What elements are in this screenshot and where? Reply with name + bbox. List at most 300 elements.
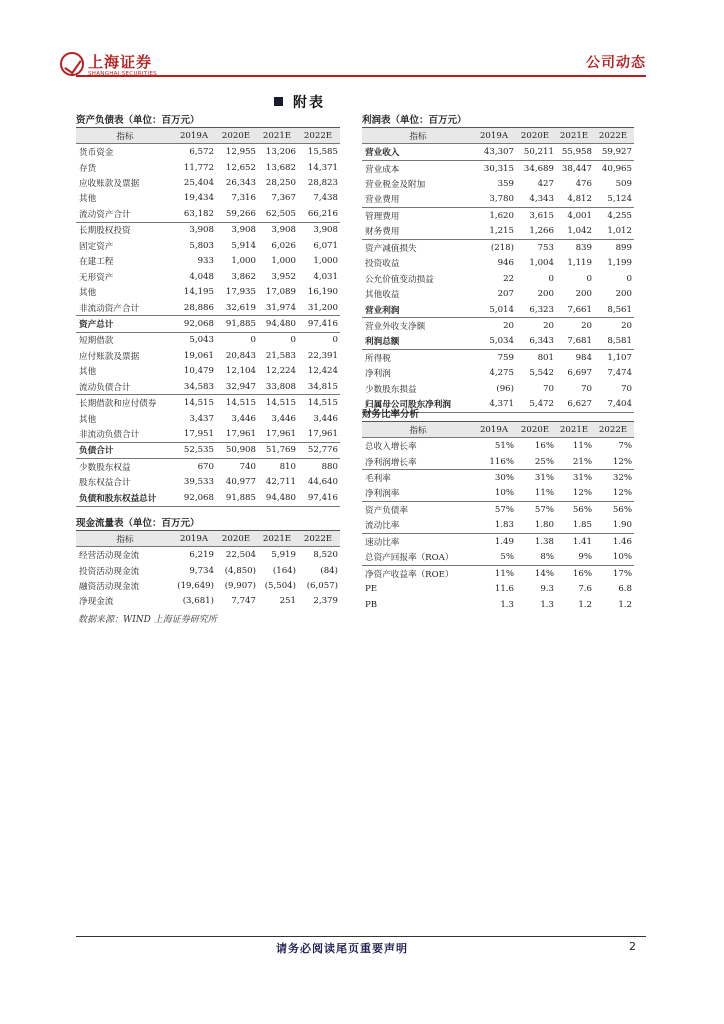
cell-value: 11% [516,486,556,502]
row-label: 投资收益 [365,259,400,270]
cell-value: 1.85 [556,518,594,534]
cell-value: 251 [279,596,296,607]
cell-value: 20,843 [225,350,256,361]
table-row [362,381,634,396]
cell-value: 32,619 [216,300,258,316]
row-label: 投资活动现金流 [79,566,140,577]
row-label: 融资活动现金流 [79,582,140,593]
data-source-note: 数据来源：WIND 上海证券研究所 [78,615,217,625]
logo-mark-icon [60,52,84,76]
cell-value: 20 [543,320,554,331]
cell-value: 509 [615,179,632,190]
table-row [362,176,634,191]
table-row [76,475,340,490]
cell-value: 59,266 [216,206,258,222]
cell-value: 2,379 [313,596,338,607]
table-row [362,144,634,160]
cell-value: 9% [556,550,594,566]
cell-value: 4,031 [313,271,338,282]
cell-value: 1.83 [474,518,516,534]
cell-value: 8,581 [594,334,634,350]
cell-value: (84) [320,565,338,576]
row-label: 其他 [79,367,97,378]
cell-value: 1.80 [516,518,556,534]
table-row [76,364,340,379]
table-row [362,350,634,366]
cell-value: 7,661 [556,302,594,318]
row-label: 资产减值损失 [365,243,417,254]
cell-value: 7,316 [231,193,256,204]
table-row [362,502,634,518]
cell-value: 66,216 [298,206,340,222]
cell-value: 28,823 [307,178,338,189]
table-row [362,597,634,612]
row-label: 非流动资产合计 [76,300,174,316]
cell-value: 4,001 [567,210,592,221]
table-row [76,238,340,253]
row-label: 营业费用 [362,192,474,208]
cell-value: 1,266 [516,224,556,240]
row-label: 经营活动现金流 [79,551,140,562]
cell-value: 3,437 [189,413,214,424]
table-header-row [362,128,634,144]
cell-value: 11% [572,441,592,452]
square-bullet-icon [274,97,283,106]
section-title-text: 附表 [293,95,325,111]
row-label: 归属母公司股东净利润 [362,396,474,412]
cell-value: 50,211 [516,144,556,160]
cell-value: 52,776 [298,442,340,458]
cell-value: 0 [548,273,554,284]
table-row [76,411,340,426]
cell-value: 31,200 [298,300,340,316]
cell-value: 14% [534,568,554,579]
table-row [362,486,634,502]
cell-value: 12,104 [225,366,256,377]
row-label: 非流动负债合计 [76,426,174,442]
column-header-year: 2021E [556,128,594,144]
cell-value: 39,533 [183,477,214,488]
cell-value: 16% [572,568,592,579]
cell-value: 6,627 [556,396,594,412]
income-statement-table [362,114,634,413]
cell-value: 3,615 [529,210,554,221]
cell-value: 97,416 [298,490,340,506]
table-row [76,459,340,475]
cell-value: 0 [586,273,592,284]
cell-value: 899 [615,242,632,253]
table-row [76,395,340,411]
table-row [362,518,634,534]
cell-value: 1,215 [474,224,516,240]
cell-value: 3,952 [271,271,296,282]
cell-value: 6,071 [313,240,338,251]
table-row [76,300,340,316]
cell-value: 33,808 [258,379,298,395]
cell-value: 14,515 [225,398,256,409]
cell-value: 14,515 [183,398,214,409]
cell-value: 22 [503,273,514,284]
row-label: 流动比率 [362,518,474,534]
table-row [76,144,340,160]
column-header-year: 2019A [174,128,216,144]
cell-value: 92,068 [174,490,216,506]
cell-value: 1,004 [529,258,554,269]
row-label: 总收入增长率 [365,442,417,453]
cell-value: (218) [490,242,514,253]
cell-value: 4,371 [474,396,516,412]
table-row [76,442,340,458]
column-header-year: 2020E [216,128,258,144]
cell-value: 7,474 [607,368,632,379]
cell-value: 16,190 [307,287,338,298]
cell-value: 5,542 [529,368,554,379]
cell-value: 0 [250,335,256,346]
cell-value: 427 [537,179,554,190]
cell-value: 22,504 [225,550,256,561]
row-label: 固定资产 [79,241,114,252]
table-row [76,160,340,175]
cell-value: 31% [534,473,554,484]
row-label: 应收账款及票据 [79,179,140,190]
cell-value: 0 [332,335,338,346]
row-label: 货币资金 [79,148,114,159]
cell-value: 91,885 [216,316,258,332]
row-label: 速动比率 [365,537,400,548]
cell-value: 880 [321,461,338,472]
table-row [362,256,634,271]
cell-value: (164) [272,565,296,576]
column-header-year: 2021E [258,128,298,144]
cell-value: 839 [575,242,592,253]
cell-value: 17,961 [258,426,298,442]
cell-value: 207 [497,289,514,300]
row-label: 应付账款及票据 [79,351,140,362]
cell-value: 62,505 [258,206,298,222]
cell-value: 3,446 [231,413,256,424]
cell-value: 70 [543,383,554,394]
cell-value: 6.8 [618,584,632,595]
column-header-year: 2022E [594,422,634,438]
balance-sheet-title: 资产负债表（单位：百万元） [76,114,340,128]
cell-value: 3,908 [271,225,296,236]
cell-value: 759 [497,352,514,363]
row-label: 无形资产 [79,272,114,283]
cell-value: 670 [197,461,214,472]
column-header-year: 2020E [516,128,556,144]
table-row [362,470,634,486]
cell-value: 5,034 [474,334,516,350]
cell-value: 17,961 [216,426,258,442]
cell-value: 12,224 [265,366,296,377]
cell-value: 12% [556,486,594,502]
cell-value: 3,446 [271,413,296,424]
cell-value: 44,640 [307,477,338,488]
cell-value: 15,585 [307,147,338,158]
financial-ratios-grid [362,422,634,612]
table-row [362,271,634,286]
cell-value: 6,343 [516,334,556,350]
cell-value: 50,908 [216,442,258,458]
cell-value: 984 [575,352,592,363]
cell-value: 5,803 [189,240,214,251]
cell-value: 1.41 [572,536,592,547]
cell-value: 20 [581,320,592,331]
table-row [76,594,340,609]
cell-value: 5,919 [271,550,296,561]
cell-value: 1.2 [578,599,592,610]
cell-value: 40,965 [601,163,632,174]
cash-flow-table [76,517,340,609]
cell-value: 70 [581,383,592,394]
column-header-year: 2021E [258,531,298,547]
row-label: 总资产回报率（ROA） [362,550,474,566]
cell-value: 92,068 [174,316,216,332]
cell-value: 7.6 [578,584,592,595]
cell-value: 6,572 [189,147,214,158]
cell-value: 94,480 [258,490,298,506]
table-row [362,160,634,176]
cell-value: 56% [572,504,592,515]
cell-value: 7,438 [313,193,338,204]
table-row [76,316,340,332]
column-header-year: 2021E [556,422,594,438]
cell-value: 1,199 [607,258,632,269]
cell-value: 32,947 [216,379,258,395]
cell-value: 57% [494,504,514,515]
row-label: 利润总额 [362,334,474,350]
cell-value: (96) [496,383,514,394]
cell-value: 1.46 [612,536,632,547]
table-row [362,534,634,550]
cell-value: 21,583 [265,350,296,361]
cell-value: 1,119 [567,258,592,269]
row-label: 管理费用 [365,211,400,222]
cell-value: 14,371 [307,162,338,173]
table-row [362,302,634,318]
row-label: 净利润 [365,369,391,380]
table-row [76,547,340,563]
cell-value: 12% [594,486,634,502]
cell-value: 10,479 [183,366,214,377]
cell-value: 200 [537,289,554,300]
row-label: 流动资产合计 [76,206,174,222]
cell-value: 7,367 [271,193,296,204]
cell-value: 59,927 [594,144,634,160]
row-label: 营业利润 [362,302,474,318]
row-label: 存货 [79,163,97,174]
cell-value: 10% [474,486,516,502]
table-header-row [76,128,340,144]
cell-value: 12,652 [225,162,256,173]
table-row [76,563,340,578]
cell-value: 1.90 [594,518,634,534]
cell-value: 933 [197,256,214,267]
row-label: 营业税金及附加 [365,180,426,191]
cash-flow-grid [76,531,340,609]
column-header-label: 指标 [76,531,174,547]
cell-value: 7% [618,441,632,452]
column-header-year: 2022E [594,128,634,144]
document-type: 公司动态 [586,55,646,71]
cell-value: 13,682 [265,162,296,173]
page-number: 2 [629,940,636,953]
column-header-year: 2022E [298,531,340,547]
cell-value: 1.2 [618,599,632,610]
cell-value: 6,323 [516,302,556,318]
table-header-row [76,531,340,547]
cell-value: 57% [534,504,554,515]
table-row [76,332,340,348]
table-row [362,454,634,470]
cell-value: 5,914 [231,240,256,251]
table-row [362,286,634,301]
cell-value: 25,404 [183,178,214,189]
cell-value: (6,057) [306,581,338,592]
cell-value: (9,907) [224,581,256,592]
cell-value: 3,780 [474,192,516,208]
row-label: 其他 [79,194,97,205]
table-row [76,191,340,206]
balance-sheet-table [76,114,340,507]
cell-value: 1,000 [231,256,256,267]
cell-value: 17,089 [265,287,296,298]
column-header-label: 指标 [362,128,474,144]
cell-value: 12,955 [225,147,256,158]
cell-value: 7,404 [594,396,634,412]
row-label: PE [365,584,378,595]
cell-value: 946 [497,258,514,269]
cell-value: 52,535 [174,442,216,458]
row-label: 在建工程 [79,257,114,268]
disclaimer-note: 请务必阅读尾页重要声明 [276,942,408,955]
table-row [76,379,340,395]
table-row [76,426,340,442]
cell-value: 9,734 [189,565,214,576]
cell-value: 11% [494,568,514,579]
cell-value: 0 [290,335,296,346]
cell-value: 17,935 [225,287,256,298]
cell-value: 8% [516,550,556,566]
cell-value: 17,961 [298,426,340,442]
table-row [76,222,340,238]
row-label: 少数股东损益 [365,384,417,395]
row-label: 净资产收益率（ROE） [365,569,454,580]
row-label: 净利润增长率 [362,454,474,470]
cell-value: 51,769 [258,442,298,458]
cell-value: 31,974 [258,300,298,316]
table-row [76,269,340,284]
cell-value: 34,815 [298,379,340,395]
row-label: PB [365,599,378,610]
logo-name: 上海证券 [88,53,153,71]
cell-value: 25% [516,454,556,470]
cell-value: 5,014 [474,302,516,318]
cell-value: 5% [474,550,516,566]
table-row [362,565,634,581]
column-header-year: 2019A [174,531,216,547]
cell-value: 30% [494,473,514,484]
cell-value: 7,747 [231,596,256,607]
row-label: 流动负债合计 [76,379,174,395]
cell-value: 3,862 [231,271,256,282]
cell-value: 4,048 [189,271,214,282]
cell-value: 4,255 [607,210,632,221]
cell-value: 40,977 [225,477,256,488]
cell-value: 16% [534,441,554,452]
row-label: 长期股权投资 [79,226,131,237]
row-label: 其他 [79,288,97,299]
cell-value: 1,000 [313,256,338,267]
row-label: 营业外收支净额 [365,321,426,332]
row-label: 长期借款和应付债券 [79,399,157,410]
cell-value: 4,812 [556,192,594,208]
cell-value: 34,583 [174,379,216,395]
row-label: 资产总计 [76,316,174,332]
cell-value: 19,061 [183,350,214,361]
column-header-label: 指标 [362,422,474,438]
table-row [76,578,340,593]
cell-value: 91,885 [216,490,258,506]
table-row [362,192,634,208]
table-row [362,224,634,240]
income-statement-grid [362,128,634,413]
cell-value: 1,000 [271,256,296,267]
cell-value: 26,343 [225,178,256,189]
cell-value: 810 [279,461,296,472]
cell-value: 3,908 [231,225,256,236]
row-label: 净利润率 [362,486,474,502]
cell-value: 28,886 [174,300,216,316]
cell-value: 1,107 [607,352,632,363]
table-row [362,366,634,381]
table-header-row [362,422,634,438]
row-label: 其他收益 [365,290,400,301]
table-row [362,438,634,454]
cell-value: 22,391 [307,350,338,361]
table-row [362,318,634,334]
row-label: 所得税 [365,353,391,364]
cell-value: 14,515 [307,398,338,409]
cell-value: 0 [626,273,632,284]
logo-name-en: SHANGHAI SECURITIES [88,71,157,77]
table-row [76,206,340,222]
cell-value: 11.6 [494,584,514,595]
cell-value: 31% [572,473,592,484]
column-header-label: 指标 [76,128,174,144]
cell-value: 55,958 [556,144,594,160]
cell-value: 28,250 [265,178,296,189]
cell-value: 11,772 [183,162,214,173]
table-row [76,490,340,506]
row-label: 财务费用 [362,224,474,240]
cell-value: 20 [503,320,514,331]
cell-value: 6,219 [189,550,214,561]
cell-value: 5,472 [516,396,556,412]
cell-value: (4,850) [224,565,256,576]
cell-value: 13,206 [265,147,296,158]
row-label: 负债和股东权益总计 [76,490,174,506]
company-logo [60,50,157,86]
cell-value: 6,697 [567,368,592,379]
cell-value: 801 [537,352,554,363]
cell-value: 7,681 [556,334,594,350]
row-label: 营业成本 [365,164,400,175]
table-row [76,284,340,299]
row-label: 股东权益合计 [79,478,131,489]
balance-sheet-grid [76,128,340,507]
cell-value: 70 [621,383,632,394]
